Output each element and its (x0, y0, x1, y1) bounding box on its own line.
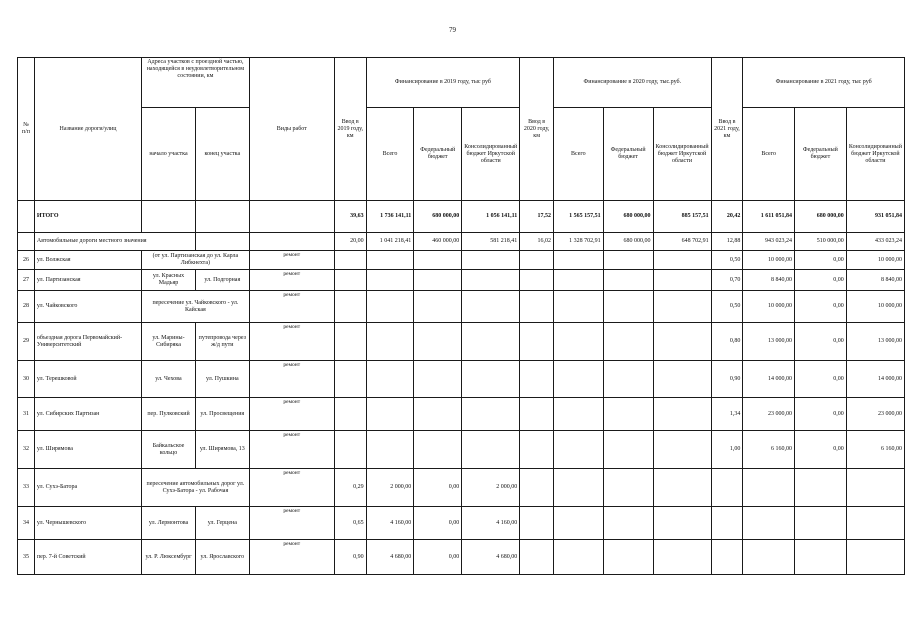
header-num: № п/п (18, 58, 35, 201)
row-in20 (520, 469, 554, 507)
row-start: пересечение автомобильных дорог ул. Сухэ-Батора - ул. Рабочая (142, 469, 250, 507)
row-r21: 8 840,00 (846, 270, 904, 291)
row-num: 31 (18, 398, 35, 431)
row-work-type (249, 361, 334, 398)
total-t21: 1 611 051,84 (743, 201, 795, 233)
row-end: ул. Подгорная (195, 270, 249, 291)
row-in21: 0,50 (711, 251, 743, 270)
row-f19 (414, 398, 462, 431)
row-r21: 23 000,00 (846, 398, 904, 431)
row-num: 26 (18, 251, 35, 270)
total-in19: 39,63 (334, 201, 366, 233)
total-r21: 931 051,84 (846, 201, 904, 233)
row-start: ул. Чехова (142, 361, 196, 398)
row-road: ул. Ширямова (34, 431, 141, 469)
row-work-type (249, 431, 334, 469)
row-road: ул. Терешковой (34, 361, 141, 398)
subtotal-f20: 680 000,00 (603, 233, 653, 251)
row-t20 (554, 251, 604, 270)
row-f21: 0,00 (794, 270, 846, 291)
row-start: Байкальское кольцо (142, 431, 196, 469)
row-num: 29 (18, 323, 35, 361)
row-work-type (249, 507, 334, 540)
row-in21: 1,34 (711, 398, 743, 431)
row-start: ул. Марины-Сибиряка (142, 323, 196, 361)
row-r19 (462, 270, 520, 291)
table-row (18, 431, 905, 469)
row-f20 (603, 540, 653, 575)
row-num: 32 (18, 431, 35, 469)
row-road: ул. Сибирских Партизан (34, 398, 141, 431)
row-work-type (249, 469, 334, 507)
row-f20 (603, 291, 653, 323)
subtotal-in20: 16,02 (520, 233, 554, 251)
row-f20 (603, 431, 653, 469)
header-start: начало участка (142, 108, 196, 201)
row-f19: 0,00 (414, 469, 462, 507)
row-r20 (653, 431, 711, 469)
row-f20 (603, 251, 653, 270)
total-in20: 17,52 (520, 201, 554, 233)
row-road: ул. Волжская (34, 251, 141, 270)
total-t19: 1 736 141,11 (366, 201, 414, 233)
row-work-label: ремонт (283, 271, 301, 277)
row-start: (от ул. Партизанская до ул. Карла Либкнехта) (142, 251, 250, 270)
row-f21: 0,00 (794, 251, 846, 270)
row-f20 (603, 507, 653, 540)
row-t20 (554, 398, 604, 431)
row-in19: 0,65 (334, 507, 366, 540)
subtotal-row (18, 233, 905, 251)
header-total-2020: Всего (554, 108, 604, 201)
row-f20 (603, 270, 653, 291)
row-in19 (334, 398, 366, 431)
row-r20 (653, 251, 711, 270)
row-num: 33 (18, 469, 35, 507)
row-road: пер. 7-й Советский (34, 540, 141, 575)
subtotal-f21: 510 000,00 (794, 233, 846, 251)
row-in21: 0,90 (711, 361, 743, 398)
header-input-2021: Ввод в 2021 году, км (711, 58, 743, 201)
row-r20 (653, 507, 711, 540)
row-r20 (653, 469, 711, 507)
subtotal-in21: 12,88 (711, 233, 743, 251)
row-start: ул. Лермонтова (142, 507, 196, 540)
row-f21 (794, 540, 846, 575)
table-row (18, 291, 905, 323)
subtotal-r20: 648 702,91 (653, 233, 711, 251)
total-f19: 680 000,00 (414, 201, 462, 233)
row-work-type (249, 323, 334, 361)
row-in20 (520, 540, 554, 575)
row-in19 (334, 270, 366, 291)
row-num: 30 (18, 361, 35, 398)
row-r19 (462, 323, 520, 361)
table-row (18, 540, 905, 575)
header-road: Название дороги/улиц (34, 58, 141, 201)
row-f19 (414, 270, 462, 291)
row-in21: 0,50 (711, 291, 743, 323)
row-f20 (603, 469, 653, 507)
header-end: конец участка (195, 108, 249, 201)
row-end: ул. Ярославского (195, 540, 249, 575)
row-r20 (653, 323, 711, 361)
row-work-label: ремонт (283, 508, 301, 514)
row-f21: 0,00 (794, 361, 846, 398)
row-r21 (846, 540, 904, 575)
subtotal-r21: 433 023,24 (846, 233, 904, 251)
row-work-label: ремонт (283, 362, 301, 368)
row-in19 (334, 361, 366, 398)
subtotal-label: Автомобильные дороги местного значения (34, 233, 195, 251)
row-r21: 10 000,00 (846, 251, 904, 270)
row-f19 (414, 291, 462, 323)
row-end: ул. Ширямова, 13 (195, 431, 249, 469)
row-in20 (520, 507, 554, 540)
total-f20: 680 000,00 (603, 201, 653, 233)
row-r19: 2 000,00 (462, 469, 520, 507)
row-work-label: ремонт (283, 252, 301, 258)
row-r21 (846, 507, 904, 540)
header-total-2021: Всего (743, 108, 795, 201)
row-road: ул. Чернышевского (34, 507, 141, 540)
row-in21: 0,70 (711, 270, 743, 291)
row-t19: 4 160,00 (366, 507, 414, 540)
row-t20 (554, 270, 604, 291)
total-label: ИТОГО (34, 201, 141, 233)
total-r20: 885 157,51 (653, 201, 711, 233)
row-t19 (366, 270, 414, 291)
row-road: ул. Чайковского (34, 291, 141, 323)
row-work-type (249, 251, 334, 270)
row-t19 (366, 251, 414, 270)
row-in19 (334, 323, 366, 361)
row-work-label: ремонт (283, 324, 301, 330)
row-work-type (249, 270, 334, 291)
subtotal-r19: 581 218,41 (462, 233, 520, 251)
total-t20: 1 565 157,51 (554, 201, 604, 233)
row-in19 (334, 251, 366, 270)
row-r21: 10 000,00 (846, 291, 904, 323)
header-input-2020: Ввод в 2020 году, км (520, 58, 554, 201)
row-r20 (653, 398, 711, 431)
header-input-2019: Ввод в 2019 году, км (334, 58, 366, 201)
row-f20 (603, 323, 653, 361)
row-in20 (520, 361, 554, 398)
row-r19 (462, 398, 520, 431)
header-fin-2021: Финансирование в 2021 году, тыс руб (743, 58, 905, 108)
row-r19 (462, 431, 520, 469)
row-f21 (794, 507, 846, 540)
row-f19 (414, 361, 462, 398)
row-t19: 2 000,00 (366, 469, 414, 507)
header-work-type: Виды работ (249, 58, 334, 201)
row-f21: 0,00 (794, 291, 846, 323)
row-in19: 0,29 (334, 469, 366, 507)
row-f19 (414, 431, 462, 469)
row-r20 (653, 540, 711, 575)
row-in20 (520, 431, 554, 469)
row-t21: 10 000,00 (743, 291, 795, 323)
row-work-label: ремонт (283, 292, 301, 298)
row-t20 (554, 540, 604, 575)
header-total-2019: Всего (366, 108, 414, 201)
row-work-label: ремонт (283, 432, 301, 438)
row-t19 (366, 323, 414, 361)
row-r20 (653, 291, 711, 323)
row-start: пересечение ул. Чайковского - ул. Кайская (142, 291, 250, 323)
table-row (18, 507, 905, 540)
row-t20 (554, 507, 604, 540)
row-t20 (554, 431, 604, 469)
row-start: ул. Р. Люксембург (142, 540, 196, 575)
subtotal-t21: 943 023,24 (743, 233, 795, 251)
row-t21: 6 160,00 (743, 431, 795, 469)
row-road: объездная дорога Первомайский-Университетский (34, 323, 141, 361)
row-t20 (554, 291, 604, 323)
header-fin-2020: Финансирование в 2020 году, тыс.руб. (554, 58, 712, 108)
row-f20 (603, 361, 653, 398)
table-row (18, 323, 905, 361)
row-end: ул. Герцена (195, 507, 249, 540)
header-fin-2019: Финансирование в 2019 году, тыс руб (366, 58, 520, 108)
row-end: путепровода через ж/д пути (195, 323, 249, 361)
total-f21: 680 000,00 (794, 201, 846, 233)
row-in21 (711, 469, 743, 507)
row-t21: 8 840,00 (743, 270, 795, 291)
row-in19: 0,90 (334, 540, 366, 575)
row-num: 27 (18, 270, 35, 291)
row-in21 (711, 540, 743, 575)
row-r19 (462, 361, 520, 398)
row-r19 (462, 251, 520, 270)
row-num: 34 (18, 507, 35, 540)
table-row (18, 361, 905, 398)
row-t21: 13 000,00 (743, 323, 795, 361)
row-r21 (846, 469, 904, 507)
row-in20 (520, 251, 554, 270)
row-f19 (414, 323, 462, 361)
row-start: пер. Пулковский (142, 398, 196, 431)
row-end: ул. Пушкина (195, 361, 249, 398)
row-in21 (711, 507, 743, 540)
row-work-type (249, 398, 334, 431)
row-f20 (603, 398, 653, 431)
row-t21 (743, 469, 795, 507)
row-f21 (794, 469, 846, 507)
row-num: 28 (18, 291, 35, 323)
row-road: ул. Сухэ-Батора (34, 469, 141, 507)
row-in20 (520, 398, 554, 431)
row-f19: 0,00 (414, 540, 462, 575)
row-work-label: ремонт (283, 399, 301, 405)
row-in21: 1,00 (711, 431, 743, 469)
subtotal-t19: 1 041 218,41 (366, 233, 414, 251)
row-f21: 0,00 (794, 431, 846, 469)
page-number: 79 (449, 26, 456, 34)
header-address-group: Адреса участков с проездной частью, находящейся в неудовлетворительном состоянии, км (142, 58, 250, 108)
row-r20 (653, 270, 711, 291)
header-federal-2021: Федеральный бюджет (794, 108, 846, 201)
row-work-label: ремонт (283, 470, 301, 476)
row-t21 (743, 507, 795, 540)
row-t21: 10 000,00 (743, 251, 795, 270)
row-t20 (554, 361, 604, 398)
row-t20 (554, 323, 604, 361)
row-f21: 0,00 (794, 323, 846, 361)
header-regional-2021: Консолидированный бюджет Иркутской области (846, 108, 904, 201)
row-r21: 14 000,00 (846, 361, 904, 398)
row-t19 (366, 291, 414, 323)
row-in19 (334, 431, 366, 469)
row-t19 (366, 398, 414, 431)
subtotal-f19: 460 000,00 (414, 233, 462, 251)
subtotal-in19: 20,00 (334, 233, 366, 251)
total-in21: 20,42 (711, 201, 743, 233)
row-t19: 4 680,00 (366, 540, 414, 575)
row-in20 (520, 323, 554, 361)
row-t20 (554, 469, 604, 507)
row-road: ул. Партизанская (34, 270, 141, 291)
subtotal-t20: 1 328 702,91 (554, 233, 604, 251)
table-row (18, 398, 905, 431)
header-regional-2020: Консолидированный бюджет Иркутской области (653, 108, 711, 201)
row-work-type (249, 291, 334, 323)
row-end: ул. Просвещения (195, 398, 249, 431)
table-row (18, 469, 905, 507)
header-federal-2019: Федеральный бюджет (414, 108, 462, 201)
table-row (18, 251, 905, 270)
total-r19: 1 056 141,11 (462, 201, 520, 233)
row-t21: 14 000,00 (743, 361, 795, 398)
row-r19 (462, 291, 520, 323)
road-repair-table (17, 57, 905, 575)
row-in20 (520, 291, 554, 323)
row-start: ул. Красных Мадьяр (142, 270, 196, 291)
row-r19: 4 680,00 (462, 540, 520, 575)
total-row (18, 201, 905, 233)
header-federal-2020: Федеральный бюджет (603, 108, 653, 201)
row-num: 35 (18, 540, 35, 575)
row-in20 (520, 270, 554, 291)
header-regional-2019: Консолидированный бюджет Иркутской области (462, 108, 520, 201)
row-t21 (743, 540, 795, 575)
row-work-type (249, 540, 334, 575)
row-t19 (366, 361, 414, 398)
row-f19 (414, 251, 462, 270)
row-r21: 13 000,00 (846, 323, 904, 361)
row-f21: 0,00 (794, 398, 846, 431)
row-work-label: ремонт (283, 541, 301, 547)
row-t19 (366, 431, 414, 469)
row-t21: 23 000,00 (743, 398, 795, 431)
row-r20 (653, 361, 711, 398)
row-in21: 0,80 (711, 323, 743, 361)
table-row (18, 270, 905, 291)
row-f19: 0,00 (414, 507, 462, 540)
row-r19: 4 160,00 (462, 507, 520, 540)
row-r21: 6 160,00 (846, 431, 904, 469)
row-in19 (334, 291, 366, 323)
